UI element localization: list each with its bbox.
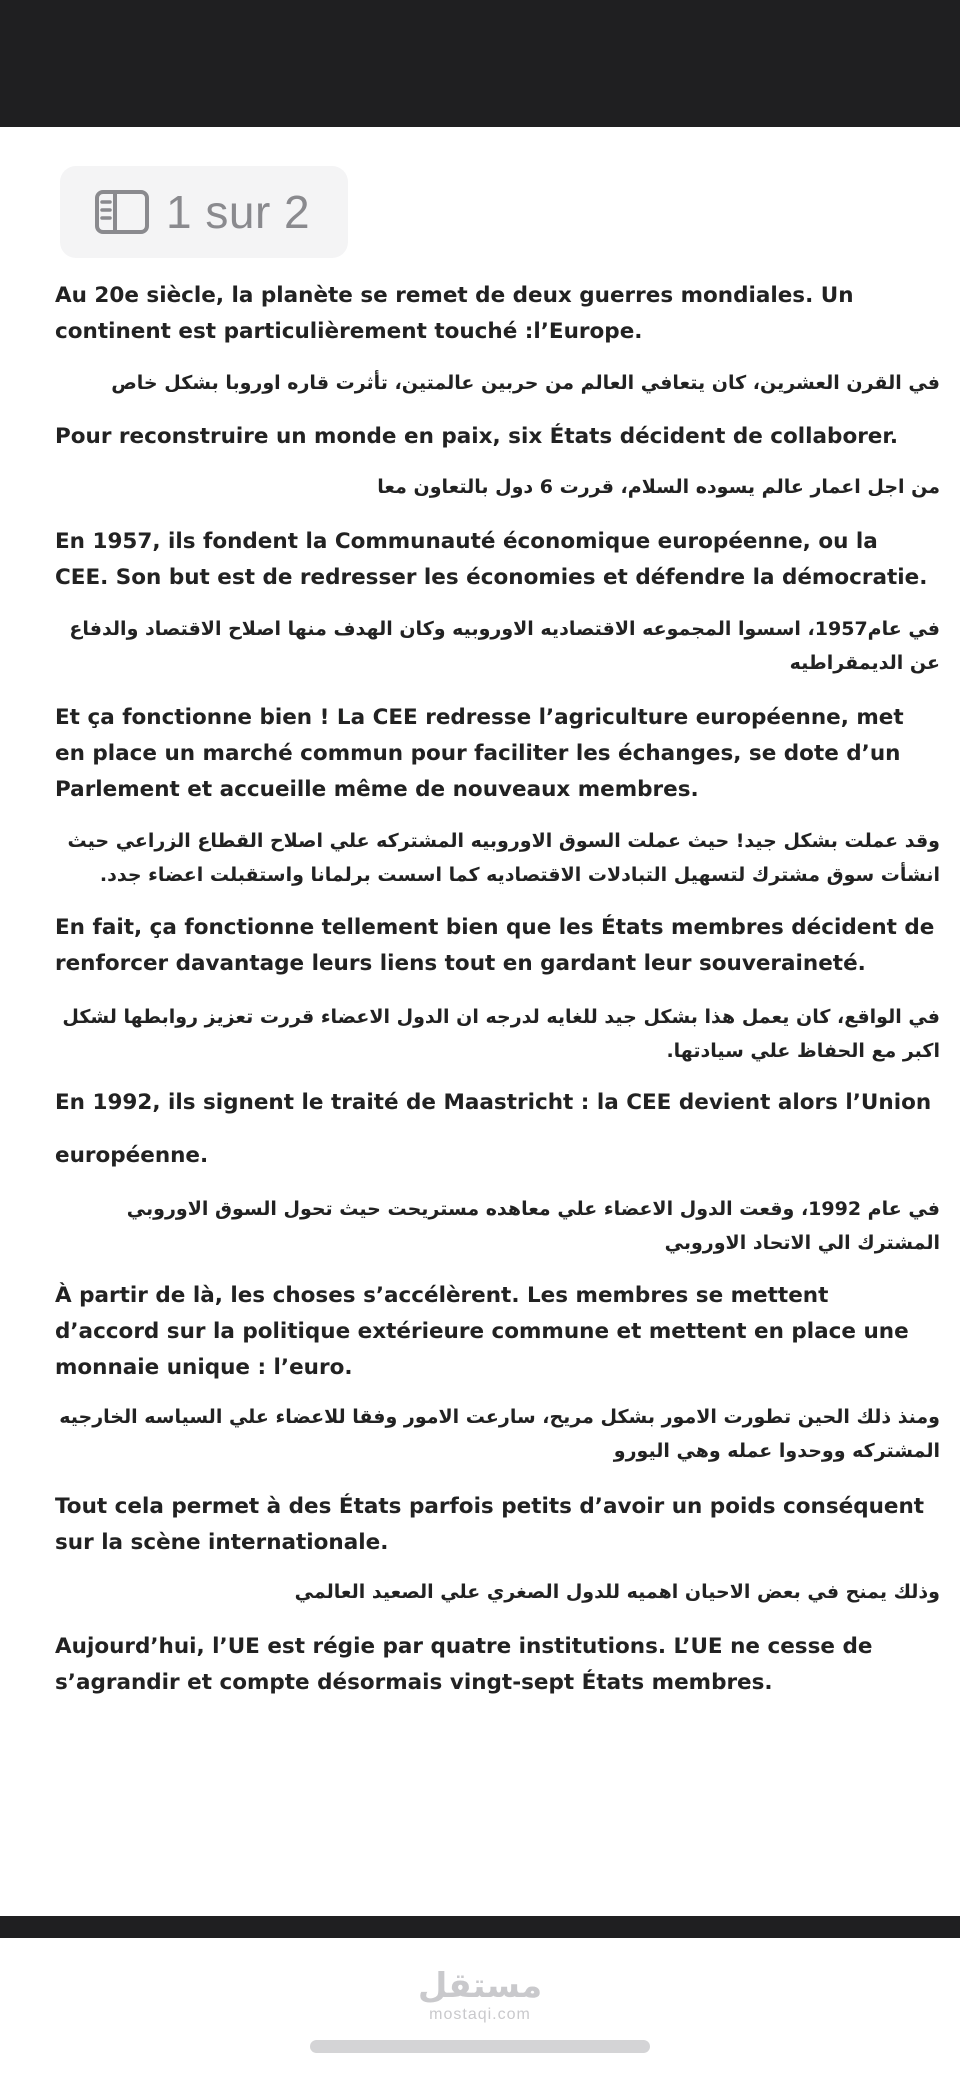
home-indicator[interactable]	[310, 2040, 650, 2053]
watermark-arabic: مستقل	[417, 1966, 543, 2006]
paragraph-fr-3: En 1957, ils fondent la Communauté économique européenne, ou la CEE. Son but est de redresser les économies et défendre la démocratie.	[55, 529, 928, 590]
paragraph-ar-3: في عام1957، اسسوا المجموعه الاقتصاديه الاوروبيه وكان الهدف منها اصلاح الاقتصاد والدفاع عن الديمقراطيه	[69, 618, 940, 674]
paragraph-ar-2: من اجل اعمار عالم يسوده السلام، قررت 6 دول بالتعاون معا	[377, 476, 940, 498]
paragraph-ar-7: ومنذ ذلك الحين تطورت الامور بشكل مريح، سارعت الامور وفقا للاعضاء علي السياسه الخارجيه المشتركه ووحدوا عمله وهي اليورو	[59, 1406, 940, 1462]
paragraph-fr-8: Tout cela permet à des États parfois petits d’avoir un poids conséquent sur la scène internationale.	[55, 1494, 925, 1555]
paragraph-fr-6-continued: européenne.	[55, 1143, 209, 1168]
watermark	[0, 1966, 960, 2024]
paragraph-fr-4: Et ça fonctionne bien ! La CEE redresse l’agriculture européenne, met en place un marché commun pour faciliter les échanges, se dote d’un Parlement et accueille même de nouveaux membres.	[55, 705, 904, 802]
paragraph-ar-1: في القرن العشرين، كان يتعافي العالم من حربين عالمتين، تأثرت قاره اوروبا بشكل خاص	[111, 372, 940, 394]
paragraph-ar-4: وقد عملت بشكل جيد! حيث عملت السوق الاوروبيه المشتركه علي اصلاح القطاع الزراعي حيث انشأت سوق مشترك لتسهيل التبادلات الاقتصاديه كما اسست برلمانا واستقبلت اعضاء جدد.	[67, 830, 940, 886]
paragraph-fr-2: Pour reconstruire un monde en paix, six États décident de collaborer.	[55, 424, 899, 449]
paragraph-fr-9: Aujourd’hui, l’UE est régie par quatre institutions. L’UE ne cesse de s’agrandir et compte désormais vingt-sept États membres.	[55, 1634, 873, 1695]
watermark-latin: mostaqi.com	[429, 2006, 531, 2023]
paragraph-fr-1: Au 20e siècle, la planète se remet de deux guerres mondiales. Un continent est particulièrement touché :l’Europe.	[55, 283, 854, 344]
bottom-dark-bar	[0, 1916, 960, 1938]
paragraph-ar-6: في عام 1992، وقعت الدول الاعضاء علي معاهده مستريحت حيث تحول السوق الاوروبي المشترك الي الاتحاد الاوروبي	[126, 1198, 940, 1254]
paragraph-fr-7: À partir de là, les choses s’accélèrent. Les membres se mettent d’accord sur la politique extérieure commune et mettent en place une monnaie unique : l’euro.	[55, 1283, 909, 1380]
paragraph-fr-6: En 1992, ils signent le traité de Maastricht : la CEE devient alors l’Union	[55, 1090, 932, 1115]
paragraph-ar-8: وذلك يمنح في بعض الاحيان اهميه للدول الصغري علي الصعيد العالمي	[294, 1581, 940, 1603]
page-count-label: 1 sur 2	[166, 186, 311, 238]
paragraph-ar-5: في الواقع، كان يعمل هذا بشكل جيد للغايه لدرجه ان الدول الاعضاء قررت تعزيز روابطها لشكل اكبر مع الحفاظ علي سيادتها.	[62, 1006, 940, 1062]
paragraph-fr-5: En fait, ça fonctionne tellement bien que les États membres décident de renforcer davantage leurs liens tout en gardant leur souveraineté.	[55, 915, 935, 976]
